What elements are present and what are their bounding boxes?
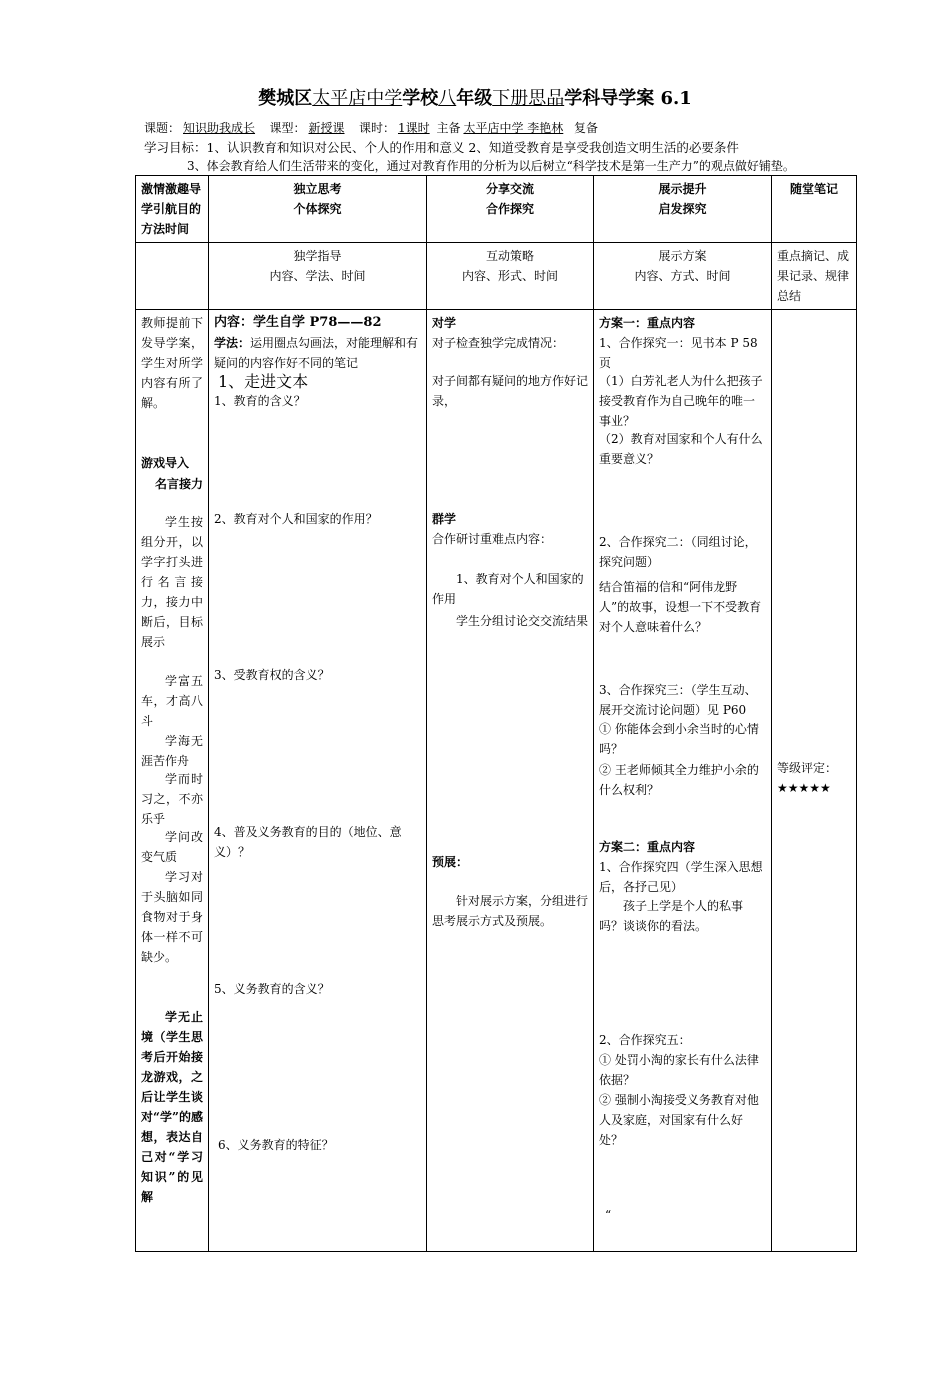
district: 樊城区 — [258, 88, 313, 109]
header-notes: 随堂笔记 — [772, 176, 857, 243]
game-subtitle: 名言接力 — [154, 477, 203, 491]
quote-5: 学习对于头脑如同食物对于身体一样不可缺少。 — [141, 870, 203, 964]
table-header-row — [136, 176, 857, 243]
topic-label: 课题： — [144, 121, 181, 135]
method-text: 运用圈点勾画法，对能理解和有疑问的内容作好不同的笔记 — [214, 336, 419, 370]
school-name: 太平店中学 — [312, 88, 403, 109]
notes-cell — [772, 310, 857, 1252]
grade-suffix: 年级 — [456, 88, 493, 109]
header-independent-line2: 个体探究 — [293, 202, 342, 216]
hours-label: 课时： — [358, 121, 395, 135]
plan-1-title: 方案一：重点内容 — [599, 316, 696, 330]
plan-2-title: 方案二：重点内容 — [599, 840, 696, 854]
inquiry-1: 1、合作探究一：见书本 P 58页 — [599, 336, 758, 370]
header-independent — [209, 176, 427, 243]
group-study-title: 群学 — [432, 512, 457, 526]
quote-3: 学而时习之，不亦乐乎 — [141, 772, 203, 826]
pair-study-title: 对学 — [432, 316, 457, 330]
inquiry-5: 2、合作探究五： — [599, 1033, 691, 1047]
subheader-share-line2: 内容、形式、时间 — [461, 269, 558, 283]
self-study-content: 内容：学生自学 P78——82 — [214, 315, 382, 330]
share-cell — [427, 310, 594, 1252]
inquiry-1-question-2: （2）教育对国家和个人有什么重要意义？ — [599, 432, 763, 466]
subheader-share — [427, 243, 594, 310]
subheader-independent-line1: 独学指导 — [293, 249, 342, 263]
header-share — [427, 176, 594, 243]
inquiry-1-question-1: （1）白芳礼老人为什么把孩子接受教育作为自己晚年的唯一事业？ — [599, 374, 763, 428]
inquiry-4-text: 孩子上学是个人的私事吗？谈谈你的看法。 — [599, 899, 744, 933]
quote-4: 学问改变气质 — [141, 830, 203, 864]
subheader-show-line2: 内容、方式、时间 — [634, 269, 731, 283]
inquiry-2: 2、合作探究二：（同组讨论，探究问题） — [599, 535, 757, 569]
type-label: 课型： — [269, 121, 306, 135]
quote-2: 学海无涯苦作舟 — [141, 734, 203, 768]
review-label: 复备 — [573, 121, 598, 135]
game-title: 游戏导入 — [141, 456, 190, 470]
subject-suffix: 学科导学案 6.1 — [564, 88, 692, 109]
inquiry-3-question-2: ② 王老师倾其全力维护小余的什么权利？ — [599, 763, 759, 797]
guide-intro: 教师提前下发导学案，学生对所学内容有所了解。 — [141, 316, 203, 410]
inquiry-3-question-1: ① 你能体会到小余当时的心情吗？ — [599, 722, 759, 756]
grade: 八 — [438, 88, 457, 109]
quote-1: 学富五车，才高八斗 — [141, 674, 203, 728]
question-2: 2、教育对个人和国家的作用？ — [214, 512, 378, 526]
preview-text: 针对展示方案，分组进行思考展示方式及预展。 — [432, 894, 589, 928]
lesson-table — [135, 175, 857, 1252]
preview-title: 预展： — [432, 855, 469, 869]
topic-value: 知识助我成长 — [183, 121, 256, 135]
subheader-share-line1: 互动策略 — [485, 249, 534, 263]
question-1: 1、教育的含义？ — [214, 394, 306, 408]
learning-goals-line1: 学习目标：1、认识教育和知识对公民、个人的作用和意义 2、知道受教育是享受我创造文明生活的必要条件 — [144, 140, 739, 155]
rating-label: 等级评定： — [777, 761, 838, 775]
lesson-meta — [144, 119, 622, 136]
show-cell — [594, 310, 772, 1252]
group-study-text-1: 合作研讨重难点内容： — [432, 532, 553, 546]
pair-study-text-2: 对子间都有疑问的地方作好记录， — [432, 374, 589, 408]
hours-value: 1课时 — [397, 121, 430, 135]
author-value: 太平店中学 李艳林 — [463, 121, 564, 135]
rating-stars: ★★★★★ — [777, 781, 831, 795]
inquiry-4: 1、合作探究四（学生深入思想后，各抒己见） — [599, 860, 763, 894]
header-show — [594, 176, 772, 243]
header-share-line2: 合作探究 — [485, 202, 534, 216]
question-4: 4、普及义务教育的目的（地位、意义）？ — [214, 825, 402, 859]
header-share-line1: 分享交流 — [485, 182, 534, 196]
type-value: 新授课 — [308, 121, 345, 135]
stray-quote-mark: “ — [605, 1208, 612, 1222]
header-show-line1: 展示提升 — [658, 182, 707, 196]
table-body-row — [136, 310, 857, 1252]
header-independent-line1: 独立思考 — [293, 182, 342, 196]
group-study-text-3: 学生分组讨论交交流结果 — [456, 614, 589, 628]
subheader-empty — [136, 243, 209, 310]
document-title — [0, 84, 950, 110]
section-heading: 1、走进文本 — [218, 372, 309, 391]
question-3: 3、受教育权的含义？ — [214, 668, 330, 682]
inquiry-2-text: 结合笛福的信和“阿伟龙野人”的故事，设想一下不受教育对个人意味着什么？ — [599, 580, 762, 634]
pair-study-text-1: 对子检查独学完成情况： — [432, 336, 565, 350]
question-5: 5、义务教育的含义？ — [214, 982, 330, 996]
study-method — [214, 333, 421, 373]
header-guide: 激情激趣导学引航目的方法时间 — [136, 176, 209, 243]
subheader-independent — [209, 243, 427, 310]
question-6: 6、义务教育的特征？ — [218, 1138, 334, 1152]
table-subheader-row — [136, 243, 857, 310]
method-label: 学法： — [214, 336, 251, 350]
author-label: 主备 — [436, 121, 461, 135]
inquiry-3: 3、合作探究三：（学生互动、展开交流讨论问题）见 P60 — [599, 683, 757, 717]
subject: 下册思品 — [492, 88, 565, 109]
inquiry-5-question-2: ② 强制小淘接受义务教育对他人及家庭，对国家有什么好处？ — [599, 1093, 759, 1147]
subheader-independent-line2: 内容、学法、时间 — [269, 269, 366, 283]
independent-cell — [209, 310, 427, 1252]
school-suffix: 学校 — [402, 88, 439, 109]
learning-goals-line2: 3、体会教育给人们生活带来的变化，通过对教育作用的分析为以后树立“科学技术是第一生产力”的观点做好铺垫。 — [187, 159, 795, 173]
guide-closing: 学无止境（学生思考后开始接龙游戏，之后让学生谈对“学”的感想，表达自己对“学习知识”的见解 — [141, 1010, 203, 1204]
subheader-notes: 重点摘记、成果记录、规律总结 — [772, 243, 857, 310]
inquiry-5-question-1: ① 处罚小淘的家长有什么法律依据？ — [599, 1053, 759, 1087]
guide-cell — [136, 310, 209, 1252]
group-study-text-2: 1、教育对个人和国家的作用 — [432, 572, 584, 606]
subheader-show-line1: 展示方案 — [658, 249, 707, 263]
header-show-line2: 启发探究 — [658, 202, 707, 216]
subheader-show — [594, 243, 772, 310]
game-description: 学生按组分开，以学字打头进行名言接力，接力中断后，目标展示 — [141, 515, 203, 649]
